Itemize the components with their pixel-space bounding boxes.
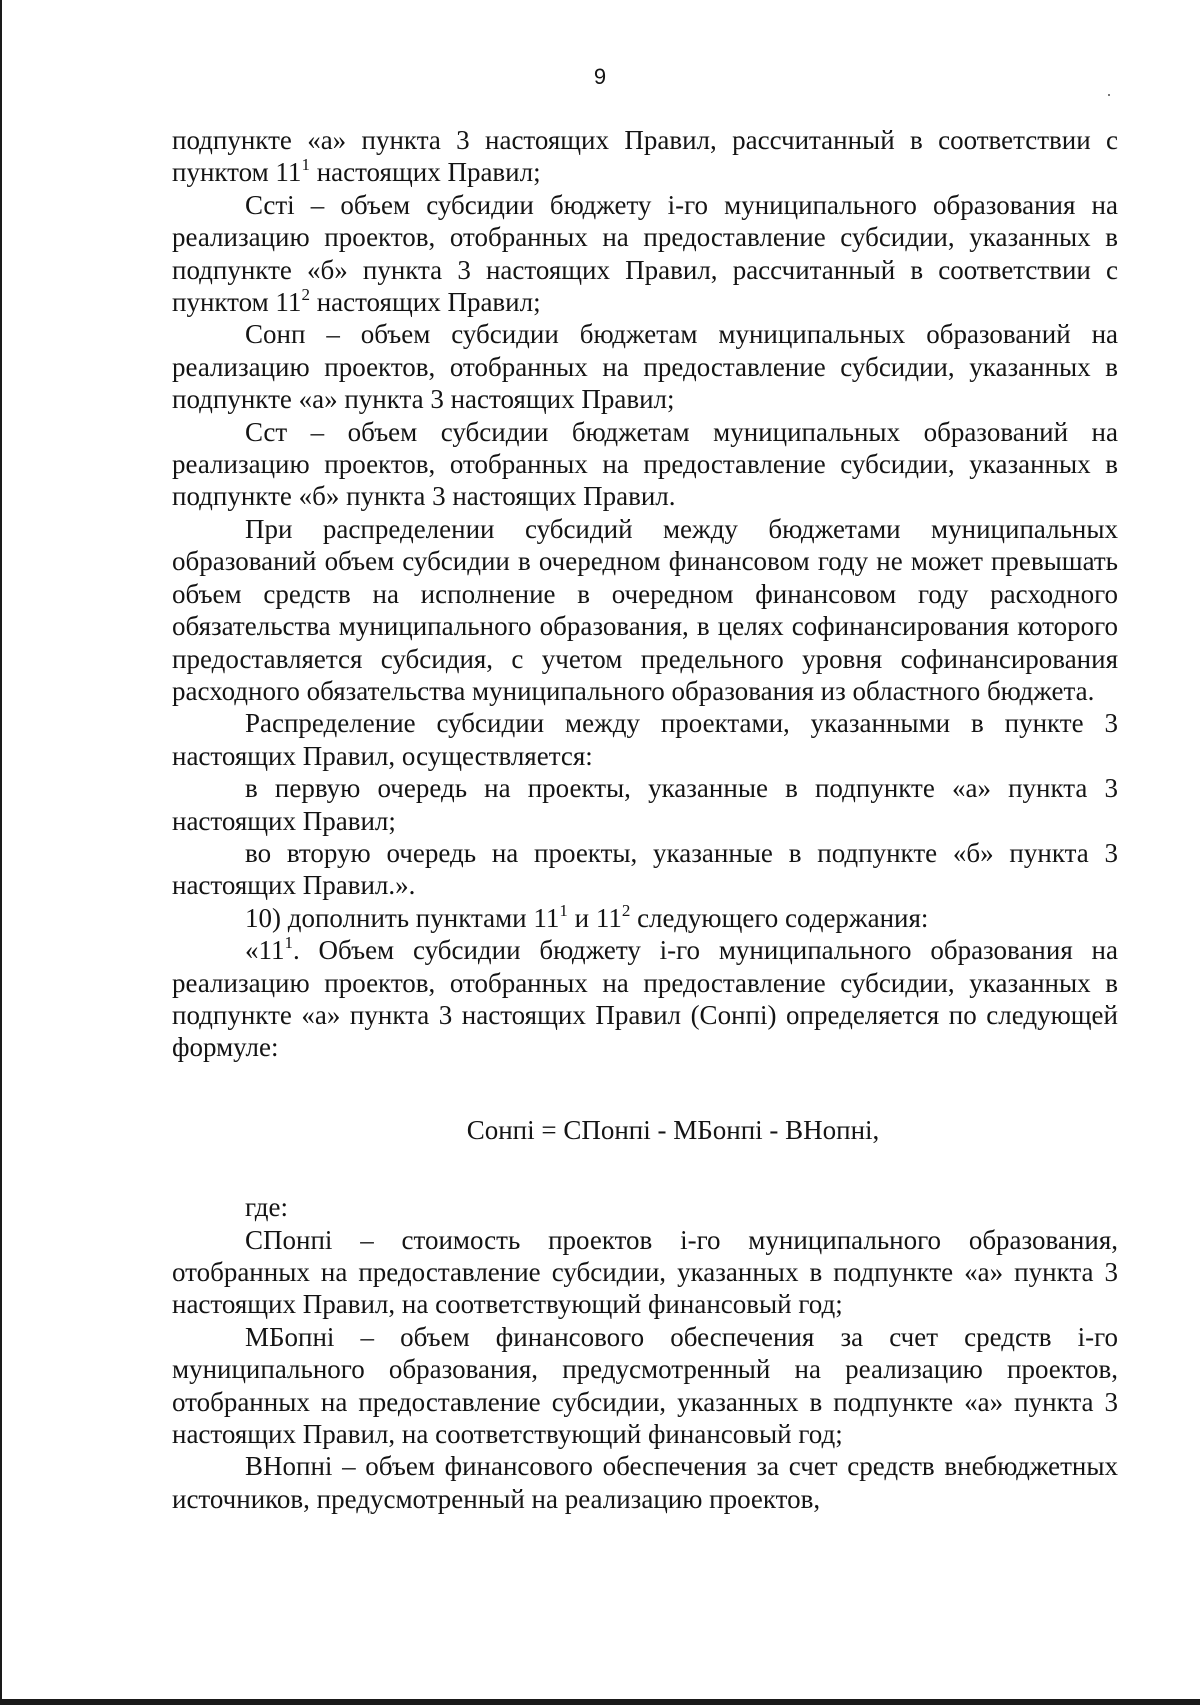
document-body	[172, 124, 1118, 1515]
paragraph-sponpi-definition: СПонпі – стоимость проектов і-го муниципального образования, отобранных на предоставление субсидии, указанных в подпункте «а» пункта 3 настоящих Правил, на соответствующий финансовый год;	[172, 1224, 1118, 1320]
paragraph-distribution-order: Распределение субсидии между проектами, указанными в пункте 3 настоящих Правил, осуществляется:	[172, 708, 1118, 771]
paragraph-vnopni-definition: ВНопні – объем финансового обеспечения за счет средств внебюджетных источников, предусмотренный на реализацию проектов,	[172, 1451, 1118, 1514]
paragraph-amendment-10: 10) дополнить пунктами $11^1$ и $11^2$ следующего содержания:	[245, 900, 929, 933]
scan-bottom-edge	[0, 1699, 1200, 1705]
formula: Сонпі = СПонпі - МБонпі - ВНопні,	[466, 1114, 880, 1145]
paragraph-sst-definition: Сст – объем субсидии бюджетам муниципальных образований на реализацию проектов, отобранных на предоставление субсидии, указанных в подпункте «б» пункта 3 настоящих Правил.	[172, 416, 1118, 512]
paragraph-ssti-definition: Ссті – объем субсидии бюджету і-го муниципального образования на реализацию проектов, отобранных на предоставление субсидии, указанных в подпункте «б» пункта 3 настоящих Правил, рассчитанный в соответствии с пунктом $11^2$ настоящих Правил;	[172, 189, 1118, 318]
page-number: 9	[593, 64, 607, 89]
scan-artifact	[1108, 94, 1110, 96]
paragraph-where: где:	[245, 1192, 288, 1223]
paragraph-distribution-limit: При распределении субсидий между бюджетами муниципальных образований объем субсидии в очередном финансовом году не может превышать объем средств на исполнение в очередном финансовом году расходного обязательства муниципального образования, в целях софинансирования которого предоставляется субсидия, с учетом предельного уровня софинансирования расходного обязательства муниципального образования из областного бюджета.	[172, 513, 1118, 706]
paragraph-continuation: подпункте «а» пункта 3 настоящих Правил, рассчитанный в соответствии с пунктом $11^1$ настоящих Правил;	[172, 125, 1118, 188]
paragraph-mbopni-definition: МБопні – объем финансового обеспечения за счет средств і-го муниципального образования, предусмотренный на реализацию проектов, отобранных на предоставление субсидии, указанных в подпункте «а» пункта 3 настоящих Правил, на соответствующий финансовый год;	[172, 1321, 1118, 1450]
paragraph-sonp-definition: Сонп – объем субсидии бюджетам муниципальных образований на реализацию проектов, отобранных на предоставление субсидии, указанных в подпункте «а» пункта 3 настоящих Правил;	[172, 319, 1118, 415]
scan-left-edge	[0, 0, 2, 1705]
paragraph-first-priority: в первую очередь на проекты, указанные в подпункте «а» пункта 3 настоящих Правил;	[172, 773, 1118, 836]
paragraph-clause-11-1: «$11^1$. Объем субсидии бюджету і-го муниципального образования на реализацию проектов, отобранных на предоставление субсидии, указанных в подпункте «а» пункта 3 настоящих Правил (Сонпі) определяется по следующей формуле:	[172, 933, 1118, 1063]
paragraph-second-priority: во вторую очередь на проекты, указанные в подпункте «б» пункта 3 настоящих Правил.».	[172, 837, 1118, 901]
